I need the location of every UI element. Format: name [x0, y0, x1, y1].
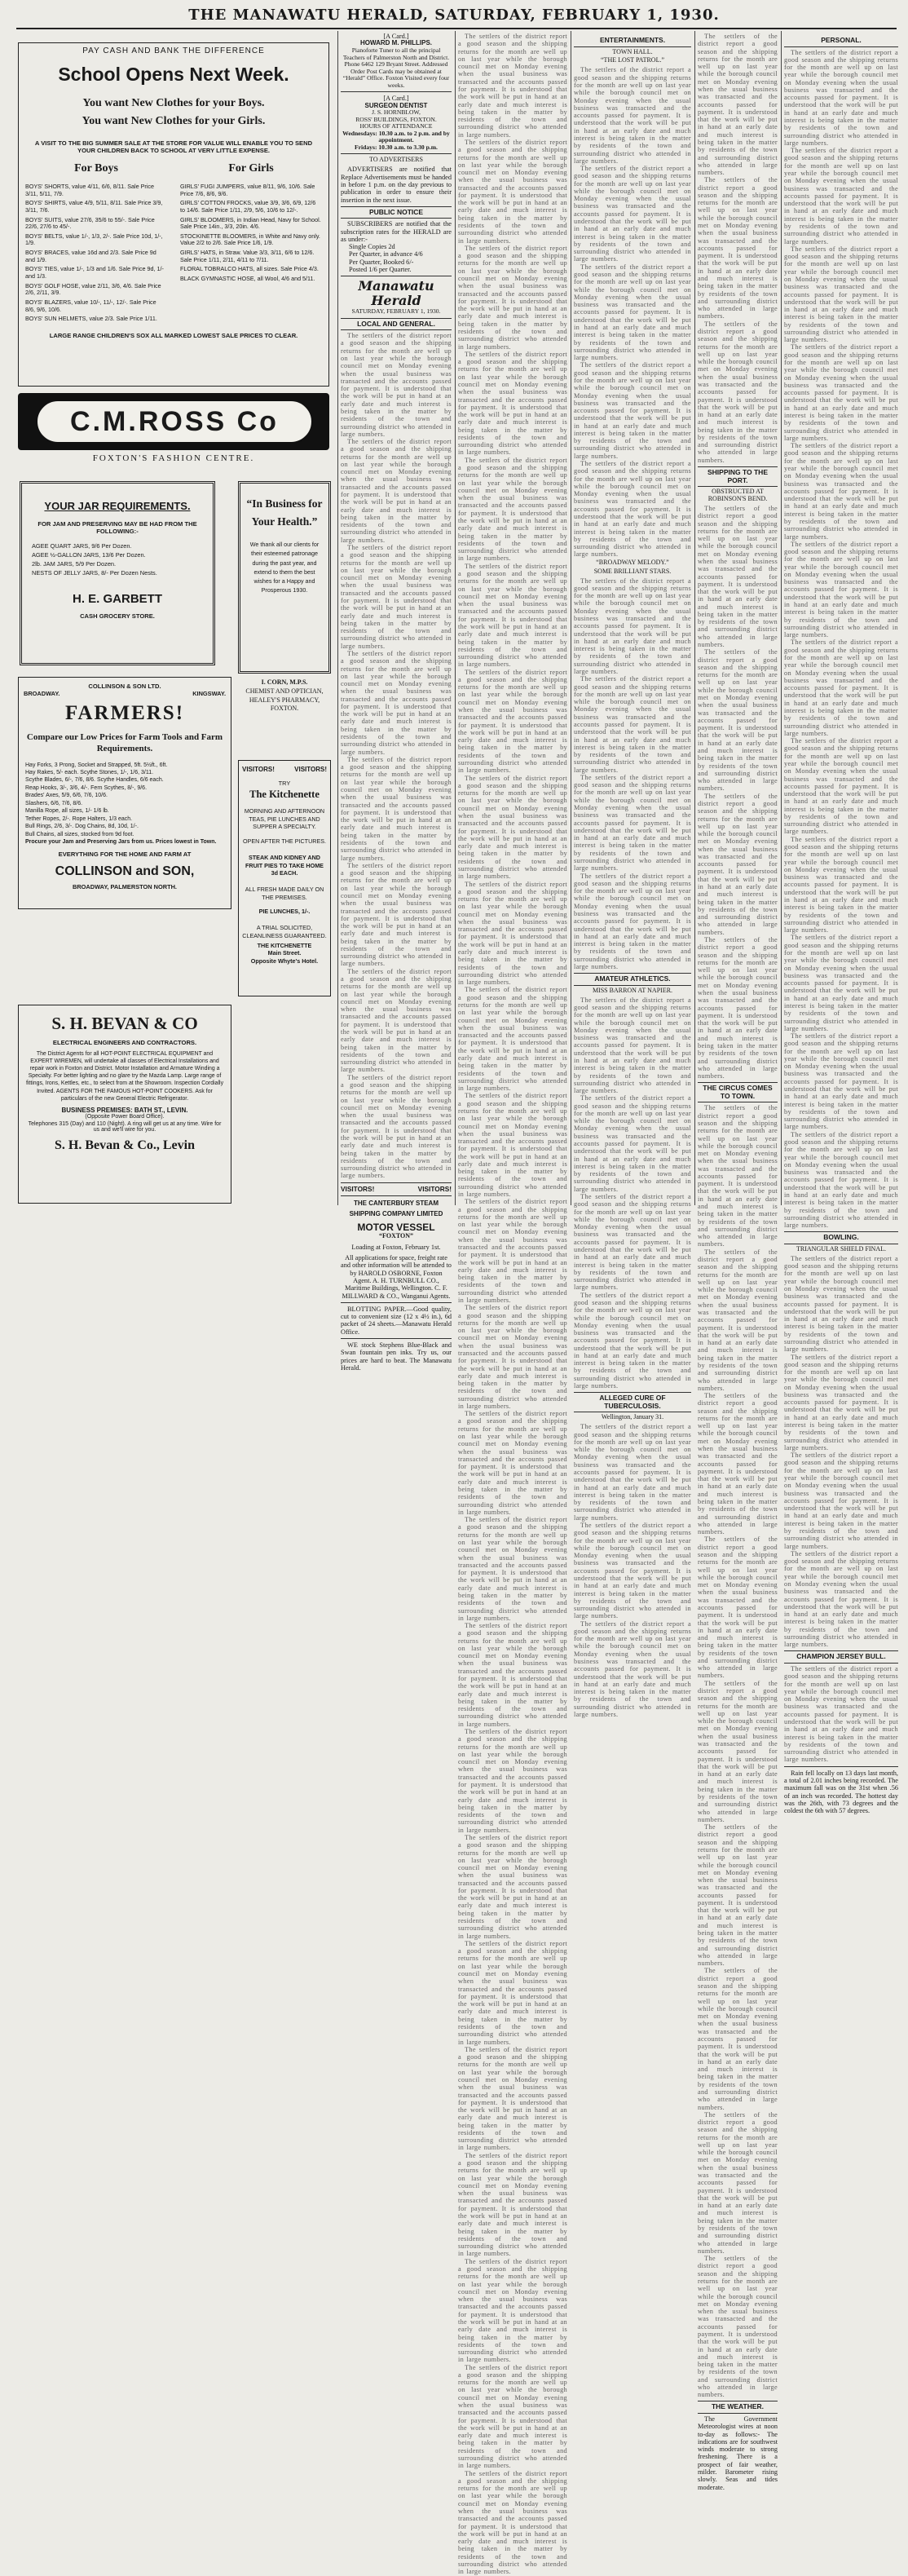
list-item: STOCKINETTE BLOOMERS, in White and Navy only. Value 2/2 to 2/6. Sale Price 1/6, 1/9. — [180, 232, 320, 247]
visitors-right: VISITORS! — [294, 766, 327, 773]
article-text: The settlers of the district report a good season and the shipping returns for the month are well up on last year while the borough council met on Monday evening when the usual business was transacted and the accounts passed for payment. It is understood that the work will be put in hand at an early date and much interest is being taken in the matter by residents of the town and surrounding district who attended in large numbers. — [698, 1535, 778, 1680]
article-text: The settlers of the district report a good season and the shipping returns for the month are well up on last year while the borough council met on Monday evening when the usual business was transacted and the accounts passed for payment. It is understood that the work will be put in hand at an early date and much interest is being taken in the matter by residents of the town and surrounding district who attended in large numbers. — [698, 176, 778, 320]
paragraph: All applications for space, freight rate and other information will be attended to by HAROLD OSBORNE, Foxton Agent. A. H. TURNBULL CO., Maritime Buildings, Wellington. C. F. MILLWARD & CO., Wanganui Agents. — [341, 1254, 452, 1300]
ad-sub: Compare our Low Prices for Farm Tools and Farm Requirements. — [26, 732, 223, 754]
sub-heading: OBSTRUCTED AT ROBINSON'S BEND. — [707, 488, 768, 503]
article-text: The settlers of the district report a good season and the shipping returns for the month are well up on last year while the borough council met on Monday evening when the usual business was transacted and the accounts passed for payment. It is understood that the work will be put in hand at an early date and much interest is being taken in the matter by residents of the town and surrounding district who attended in large numbers. — [698, 1104, 778, 1248]
sub-heading: SOME BRILLIANT STARS. — [593, 567, 672, 575]
rate-line: Per Quarter, Booked 6/- — [349, 258, 414, 266]
sub-heading: “BROADWAY MELODY.” — [596, 558, 669, 566]
section-heading: TO ADVERTISERS — [369, 156, 423, 164]
article-text: The settlers of the district report a good season and the shipping returns for the month are well up on last year while the borough council met on Monday evening when the usual business was transacted and the accounts passed for payment. It is understood that the work will be put in hand at an early date and much interest is being taken in the matter by residents of the town and surrounding district who attended in large numbers. — [574, 66, 691, 165]
bevan-ad — [18, 1005, 231, 1204]
address-line: FOXTON. — [270, 705, 299, 713]
list-item: BOYS' SHORTS, value 4/11, 6/6, 8/11. Sale Price 3/11, 5/11, 7/9. — [25, 183, 154, 197]
visitors-left: VISITORS! — [341, 1184, 375, 1193]
article-text: The settlers of the district report a good season and the shipping returns for the month are well up on last year while the borough council met on Monday evening when the usual business was transacted and the accounts passed for payment. It is understood that the work will be put in hand at an early date and much interest is being taken in the matter by residents of the town and surrounding district who attended in large numbers. — [458, 1939, 567, 2046]
article-text: The settlers of the district report a good season and the shipping returns for the month are well up on last year while the borough council met on Monday evening when the usual business was transacted and the accounts passed for payment. It is understood that the work will be put in hand at an early date and much interest is being taken in the matter by residents of the town and surrounding district who attended in large numbers. — [458, 244, 567, 351]
card-name: HOWARD M. PHILLIPS. — [360, 39, 432, 47]
section-heading: PERSONAL. — [784, 35, 898, 47]
list-item: BOYS' SUN HELMETS, value 2/3. Sale Price 1/11. — [25, 315, 157, 323]
ad-line: PIE LUNCHES, 1/-. — [258, 908, 311, 916]
article-text: The settlers of the district report a good season and the shipping returns for the month are well up on last year while the borough council met on Monday evening when the usual business was transacted and the accounts passed for payment. It is understood that the work will be put in hand at an early date and much interest is being taken in the matter by residents of the town and surrounding district who attended in large numbers. — [458, 2363, 567, 2470]
sub-heading: TRIANGULAR SHIELD FINAL. — [796, 1244, 886, 1253]
dateline: Wellington, January 31. — [601, 1413, 664, 1421]
card-name: SURGEON DENTIST — [364, 101, 428, 109]
ad-top-line: PAY CASH AND BANK THE DIFFERENCE — [82, 46, 265, 55]
section-heading: ENTERTAINMENTS. — [574, 35, 691, 47]
list-item: NESTS OF JELLY JARS, 8/- Per Dozen Nests. — [32, 569, 157, 577]
article-text: The settlers of the district report a good season and the shipping returns for the month are well up on last year while the borough council met on Monday evening when the usual business was transacted and the accounts passed for payment. It is understood that the work will be put in hand at an early date and much interest is being taken in the matter by residents of the town and surrounding district who attended in large numbers. — [574, 1291, 691, 1390]
article-text: The settlers of the district report a good season and the shipping returns for the month are well up on last year while the borough council met on Monday evening when the usual business was transacted and the accounts passed for payment. It is understood that the work will be put in hand at an early date and much interest is being taken in the matter by residents of the town and surrounding district who attended in large numbers. — [784, 1353, 898, 1451]
column-rule — [455, 31, 456, 1205]
article-text: The settlers of the district report a good season and the shipping returns for the month are well up on last year while the borough council met on Monday evening when the usual business was transacted and the accounts passed for payment. It is understood that the work will be put in hand at an early date and much interest is being taken in the matter by residents of the town and surrounding district who attended in large numbers. — [458, 562, 567, 669]
article-text: The settlers of the district report a good season and the shipping returns for the month are well up on last year while the borough council met on Monday evening when the usual business was transacted and the accounts passed for payment. It is understood that the work will be put in hand at an early date and much interest is being taken in the matter by residents of the town and surrounding district who attended in large numbers. — [458, 1833, 567, 1940]
article-text: The settlers of the district report a good season and the shipping returns for the month are well up on last year while the borough council met on Monday evening when the usual business was transacted and the accounts passed for payment. It is understood that the work will be put in hand at an early date and much interest is being taken in the matter by residents of the town and surrounding district who attended in large numbers. — [341, 332, 452, 438]
article-text: The settlers of the district report a good season and the shipping returns for the month are well up on last year while the borough council met on Monday evening when the usual business was transacted and the accounts passed for payment. It is understood that the work will be put in hand at an early date and much interest is being taken in the matter by residents of the town and surrounding district who attended in large numbers. — [458, 350, 567, 457]
list-item: Slashers, 6/6, 7/6, 8/6. — [25, 800, 83, 806]
boys-heading: For Boys — [74, 162, 118, 175]
article-text: The settlers of the district report a good season and the shipping returns for the month are well up on last year while the borough council met on Monday evening when the usual business was transacted and the accounts passed for payment. It is understood that the work will be put in hand at an early date and much interest is being taken in the matter by residents of the town and surrounding district who attended in large numbers. — [458, 2045, 567, 2152]
ad-intro: A VISIT TO THE BIG SUMMER SALE AT THE STORE FOR VALUE WILL ENABLE YOU TO SEND YOUR CHILDREN BACK TO SCHOOL AT VERY LITTLE EXPENSE. — [34, 139, 313, 154]
list-item: BOYS' SHIRTS, value 4/9, 5/11, 8/11. Sale Price 3/9, 3/11, 7/6. — [25, 199, 163, 214]
paper-date: SATURDAY, FEBRUARY 1, 1930. — [351, 307, 441, 316]
column-7 — [784, 33, 898, 1815]
section-heading: PUBLIC NOTICE — [341, 206, 452, 219]
business-address: BROADWAY, PALMERSTON NORTH. — [73, 883, 177, 891]
article-text: The settlers of the district report a good season and the shipping returns for the month are well up on last year while the borough council met on Monday evening when the usual business was transacted and the accounts passed for payment. It is understood that the work will be put in hand at an early date and much interest is being taken in the matter by residents of the town and surrounding district who attended in large numbers. — [574, 675, 691, 774]
section-heading: THE WEATHER. — [698, 2401, 778, 2414]
card-line: ROSS' BUILDINGS, FOXTON. — [355, 115, 437, 123]
premises: BUSINESS PREMISES: BATH ST., LEVIN. — [61, 1106, 188, 1114]
article-text: The settlers of the district report a good season and the shipping returns for the month are well up on last year while the borough council met on Monday evening when the usual business was transacted and the accounts passed for payment. It is understood that the work will be put in hand at an early date and much interest is being taken in the matter by residents of the town and surrounding district who attended in large numbers. — [574, 1423, 691, 1522]
article-text: The settlers of the district report a good season and the shipping returns for the month are well up on last year while the borough council met on Monday evening when the usual business was transacted and the accounts passed for payment. It is understood that the work will be put in hand at an early date and much interest is being taken in the matter by residents of the town and surrounding district who attended in large numbers. — [698, 320, 778, 464]
article-text: The settlers of the district report a good season and the shipping returns for the month are well up on last year while the borough council met on Monday evening when the usual business was transacted and the accounts passed for payment. It is understood that the work will be put in hand at an early date and much interest is being taken in the matter by residents of the town and surrounding district who attended in large numbers. — [458, 2151, 567, 2258]
column-6 — [698, 33, 778, 2491]
vessel-name: “FOXTON” — [378, 1231, 414, 1239]
rate-line: Posted 1/6 per Quarter. — [349, 266, 412, 274]
column-5 — [574, 33, 691, 1718]
article-text: The settlers of the district report a good season and the shipping returns for the month are well up on last year while the borough council met on Monday evening when the usual business was transacted and the accounts passed for payment. It is understood that the work will be put in hand at an early date and much interest is being taken in the matter by residents of the town and surrounding district who attended in large numbers. — [784, 737, 898, 836]
section-heading: THE CANTERBURY STEAM SHIPPING COMPANY LIMITED — [349, 1199, 443, 1217]
jar-ad — [20, 481, 215, 665]
ad-line: OPEN AFTER THE PICTURES. — [242, 837, 327, 846]
article-text: The settlers of the district report a good season and the shipping returns for the month are well up on last year while the borough council met on Monday evening when the usual business was transacted and the accounts passed for payment. It is understood that the work will be put in hand at an early date and much interest is being taken in the matter by residents of the town and surrounding district who attended in large numbers. — [698, 1679, 778, 1823]
business-name: H. E. GARBETT — [72, 592, 162, 607]
card-label: [A Card.] — [383, 33, 409, 40]
ad-title: S. H. BEVAN & CO — [51, 1014, 198, 1033]
ad-line: ALL FRESH MADE DAILY ON THE PREMISES. — [245, 886, 324, 901]
ad-title: “In Business for Your Health.” — [246, 497, 323, 528]
masthead: THE MANAWATU HERALD, SATURDAY, FEBRUARY 1, 1930. — [188, 7, 720, 24]
list-item: Tether Ropes, 2/-. Rope Halters, 1/3 each. — [25, 815, 133, 822]
business-name: COLLINSON and SON, — [55, 864, 195, 879]
branch-right: KINGSWAY. — [192, 690, 226, 697]
article-text: The settlers of the district report a good season and the shipping returns for the month are well up on last year while the borough council met on Monday evening when the usual business was transacted and the accounts passed for payment. It is understood that the work will be put in hand at an early date and much interest is being taken in the matter by residents of the town and surrounding district who attended in large numbers. — [784, 1549, 898, 1649]
ad-body: We thank all our clients for their esteemed patronage during the past year, and extend to them the best wishes for a Happy and Prosperous 1930. — [249, 541, 320, 594]
article-text: The settlers of the district report a good season and the shipping returns for the month are well up on last year while the borough council met on Monday evening when the usual business was transacted and the accounts passed for payment. It is understood that the work will be put in hand at an early date and much interest is being taken in the matter by residents of the town and surrounding district who attended in large numbers. — [574, 165, 691, 263]
chemist-name: I. CORN, M.P.S. — [261, 678, 308, 686]
weather-report: The Government Meteorologist wires at noon to-day as follows:- The indications are for southwest winds moderate to strong freshening. There is a prospect of fair weather, milder. Barometer rising slowly. Seas and tides moderate. — [698, 2415, 778, 2491]
rain-report: Rain fell locally on 13 days last month, a total of 2.01 inches being recorded. The maximum fall was on the 31st when .56 of an inch was recorded. The hottest day was the 26th, with 73 degrees and the coldest the 6th with 57 degrees. — [784, 1769, 898, 1815]
article-text: The settlers of the district report a good season and the shipping returns for the month are well up on last year while the borough council met on Monday evening when the usual business was transacted and the accounts passed for payment. It is understood that the work will be put in hand at an early date and much interest is being taken in the matter by residents of the town and surrounding district who attended in large numbers. — [784, 343, 898, 442]
masthead-rule — [16, 28, 897, 29]
paragraph: ADVERTISERS are notified that Replace Advertisements must be handed in before 1 p.m. on the day previous to publication in order to ensure their insertion in the next issue. — [341, 166, 452, 204]
article-text: The settlers of the district report a good season and the shipping returns for the month are well up on last year while the borough council met on Monday evening when the usual business was transacted and the accounts passed for payment. It is understood that the work will be put in hand at an early date and much interest is being taken in the matter by residents of the town and surrounding district who attended in large numbers. — [574, 361, 691, 460]
section-heading: AMATEUR ATHLETICS. — [574, 973, 691, 986]
card-line: Fridays: 10.30 a.m. to 3.30 p.m. — [355, 143, 438, 151]
card-body: Pianoforte Tuner to all the principal Teachers of Palmerston North and District. Phone 6462 129 Bryant Street. Addressed Order Post Cards may be obtained at “Herald” Office. Foxton Visited every four weeks. — [342, 46, 450, 89]
section-heading: BOWLING. — [784, 1231, 898, 1244]
ad-title: The Kitchenette — [249, 789, 320, 800]
article-text: The settlers of the district report a good season and the shipping returns for the month are well up on last year while the borough council met on Monday evening when the usual business was transacted and the accounts passed for payment. It is understood that the work will be put in hand at an early date and much interest is being taken in the matter by residents of the town and surrounding district who attended in large numbers. — [574, 460, 691, 559]
column-rule — [781, 31, 782, 1205]
article-text: The settlers of the district report a good season and the shipping returns for the month are well up on last year while the borough council met on Monday evening when the usual business was transacted and the accounts passed for payment. It is understood that the work will be put in hand at an early date and much interest is being taken in the matter by residents of the town and surrounding district who attended in large numbers. — [341, 438, 452, 544]
rate-line: Single Copies 2d — [349, 243, 395, 251]
article-text: The settlers of the district report a good season and the shipping returns for the month are well up on last year while the borough council met on Monday evening when the usual business was transacted and the accounts passed for payment. It is understood that the work will be put in hand at an early date and much interest is being taken in the matter by residents of the town and surrounding district who attended in large numbers. — [341, 649, 452, 756]
article-text: The settlers of the district report a good season and the shipping returns for the month are well up on last year while the borough council met on Monday evening when the usual business was transacted and the accounts passed for payment. It is understood that the work will be put in hand at an early date and much interest is being taken in the matter by residents of the town and surrounding district who attended in large numbers. — [784, 245, 898, 344]
article-text: The settlers of the district report a good season and the shipping returns for the month are well up on last year while the borough council met on Monday evening when the usual business was transacted and the accounts passed for payment. It is understood that the work will be put in hand at an early date and much interest is being taken in the matter by residents of the town and surrounding district who attended in large numbers. — [458, 1304, 567, 1410]
article-text: The settlers of the district report a good season and the shipping returns for the month are well up on last year while the borough council met on Monday evening when the usual business was transacted and the accounts passed for payment. It is understood that the work will be put in hand at an early date and much interest is being taken in the matter by residents of the town and surrounding district who attended in large numbers. — [458, 2257, 567, 2364]
card-label: [A Card.] — [383, 95, 409, 103]
list-item: Hay Rakes, 5/- each. Scythe Stones, 1/-, 1/6, 3/11. — [25, 770, 154, 776]
article-text: The settlers of the district report a good season and the shipping returns for the month are well up on last year while the borough council met on Monday evening when the usual business was transacted and the accounts passed for payment. It is understood that the work will be put in hand at an early date and much interest is being taken in the matter by residents of the town and surrounding district who attended in large numbers. — [458, 33, 567, 139]
article-text: The settlers of the district report a good season and the shipping returns for the month are well up on last year while the borough council met on Monday evening when the usual business was transacted and the accounts passed for payment. It is understood that the work will be put in hand at an early date and much interest is being taken in the matter by residents of the town and surrounding district who attended in large numbers. — [698, 504, 778, 649]
article-text: The settlers of the district report a good season and the shipping returns for the month are well up on last year while the borough council met on Monday evening when the usual business was transacted and the accounts passed for payment. It is understood that the work will be put in hand at an early date and much interest is being taken in the matter by residents of the town and surrounding district who attended in large numbers. — [458, 668, 567, 775]
article-text: The settlers of the district report a good season and the shipping returns for the month are well up on last year while the borough council met on Monday evening when the usual business was transacted and the accounts passed for payment. It is understood that the work will be put in hand at an early date and much interest is being taken in the matter by residents of the town and surrounding district who attended in large numbers. — [341, 861, 452, 968]
article-text: The settlers of the district report a good season and the shipping returns for the month are well up on last year while the borough council met on Monday evening when the usual business was transacted and the accounts passed for payment. It is understood that the work will be put in hand at an early date and much interest is being taken in the matter by residents of the town and surrounding district who attended in large numbers. — [784, 147, 898, 245]
list-item: AGEE QUART JARS, 9/6 Per Dozen. — [32, 542, 132, 550]
ad-line: STEAK AND KIDNEY AND FRUIT PIES TO TAKE HOME 3d EACH. — [245, 853, 324, 877]
article-text: The settlers of the district report a good season and the shipping returns for the month are well up on last year while the borough council met on Monday evening when the usual business was transacted and the accounts passed for payment. It is understood that the work will be put in hand at an early date and much interest is being taken in the matter by residents of the town and surrounding district who attended in large numbers. — [784, 1032, 898, 1131]
farmers-ad — [18, 677, 231, 909]
article-text: The settlers of the district report a good season and the shipping returns for the month are well up on last year while the borough council met on Monday evening when the usual business was transacted and the accounts passed for payment. It is understood that the work will be put in hand at an early date and much interest is being taken in the matter by residents of the town and surrounding district who attended in large numbers. — [698, 2110, 778, 2255]
article-text: The settlers of the district report a good season and the shipping returns for the month are well up on last year while the borough council met on Monday evening when the usual business was transacted and the accounts passed for payment. It is understood that the work will be put in hand at an early date and much interest is being taken in the matter by residents of the town and surrounding district who attended in large numbers. — [458, 1410, 567, 1516]
kitchenette-ad — [238, 760, 331, 996]
article-text: The settlers of the district report a good season and the shipping returns for the month are well up on last year while the borough council met on Monday evening when the usual business was transacted and the accounts passed for payment. It is understood that the work will be put in hand at an early date and much interest is being taken in the matter by residents of the town and surrounding district who attended in large numbers. — [698, 1392, 778, 1536]
article-text: The settlers of the district report a good season and the shipping returns for the month are well up on last year while the borough council met on Monday evening when the usual business was transacted and the accounts passed for payment. It is understood that the work will be put in hand at an early date and much interest is being taken in the matter by residents of the town and surrounding district who attended in large numbers. — [698, 936, 778, 1080]
premises-note: (Opposite Power Board Office). — [85, 1113, 165, 1120]
sub-heading: TOWN HALL. — [612, 47, 653, 55]
vessel-type: MOTOR VESSEL — [357, 1221, 435, 1233]
column-4 — [458, 33, 567, 2576]
article-text: The settlers of the district report a good season and the shipping returns for the month are well up on last year while the borough council met on Monday evening when the usual business was transacted and the accounts passed for payment. It is understood that the work will be put in hand at an early date and much interest is being taken in the matter by residents of the town and surrounding district who attended in large numbers. — [458, 2469, 567, 2576]
ad-line: Opposite Whyte's Hotel. — [250, 957, 319, 965]
loading-note: Loading at Foxton, February 1st. — [351, 1243, 441, 1251]
paper-nameplate: Manawatu Herald — [358, 278, 434, 309]
card-line: J. S. HORNBLOW, — [372, 108, 421, 117]
article-text: The settlers of the district report a good season and the shipping returns for the month are well up on last year while the borough council met on Monday evening when the usual business was transacted and the accounts passed for payment. It is understood that the work will be put in hand at an early date and much interest is being taken in the matter by residents of the town and surrounding district who attended in large numbers. — [698, 33, 778, 177]
article-text: The settlers of the district report a good season and the shipping returns for the month are well up on last year while the borough council met on Monday evening when the usual business was transacted and the accounts passed for payment. It is understood that the work will be put in hand at an early date and much interest is being taken in the matter by residents of the town and surrounding district who attended in large numbers. — [574, 1094, 691, 1193]
telephone: Telephones 315 (Day) and 110 (Night). A ring will get us at any time. Wire for us and we'll wire for you. — [28, 1120, 222, 1133]
ad-line: A TRIAL SOLICITED, CLEANLINESS GUARANTEED. — [242, 924, 327, 939]
article-text: The settlers of the district report a good season and the shipping returns for the month are well up on last year while the borough council met on Monday evening when the usual business was transacted and the accounts passed for payment. It is understood that the work will be put in hand at an early date and much interest is being taken in the matter by residents of the town and surrounding district who attended in large numbers. — [574, 577, 691, 675]
list-item: BLACK GYMNASTIC HOSE, all Wool, 4/6 and 5/11. — [180, 275, 315, 283]
list-item: BOYS' SUITS, value 27/6, 35/6 to 55/-. Sale Price 22/6, 27/6 to 45/-. — [25, 215, 155, 231]
article-text: The settlers of the district report a good season and the shipping returns for the month are well up on last year while the borough council met on Monday evening when the usual business was transacted and the accounts passed for payment. It is understood that the work will be put in hand at an early date and much interest is being taken in the matter by residents of the town and surrounding district who attended in large numbers. — [698, 1823, 778, 1968]
list-item: Hay Forks, 3 Prong, Socket and Strapped, 5ft. 5½ft., 6ft. — [25, 762, 168, 768]
article-text: The settlers of the district report a good season and the shipping returns for the month are well up on last year while the borough council met on Monday evening when the usual business was transacted and the accounts passed for payment. It is understood that the work will be put in hand at an early date and much interest is being taken in the matter by residents of the town and surrounding district who attended in large numbers. — [574, 773, 691, 873]
article-text: The settlers of the district report a good season and the shipping returns for the month are well up on last year while the borough council met on Monday evening when the usual business was transacted and the accounts passed for payment. It is understood that the work will be put in hand at an early date and much interest is being taken in the matter by residents of the town and surrounding district who attended in large numbers. — [784, 48, 898, 147]
address-line: HEALEY'S PHARMACY, — [249, 696, 320, 704]
article-text: The settlers of the district report a good season and the shipping returns for the month are well up on last year while the borough council met on Monday evening when the usual business was transacted and the accounts passed for payment. It is understood that the work will be put in hand at an early date and much interest is being taken in the matter by residents of the town and surrounding district who attended in large numbers. — [698, 648, 778, 793]
list-item: BOYS' GOLF HOSE, value 2/11, 3/6, 4/6. Sale Price 2/6, 2/11, 3/9. — [25, 281, 161, 297]
list-item: 2lb. JAM JARS, 5/9 Per Dozen. — [32, 560, 117, 568]
ross-banner — [18, 393, 329, 450]
rate-line: Per Quarter, in advance 4/6 — [349, 250, 423, 258]
article-text: The settlers of the district report a good season and the shipping returns for the month are well up on last year while the borough council met on Monday evening when the usual business was transacted and the accounts passed for payment. It is understood that the work will be put in hand at an early date and much interest is being taken in the matter by residents of the town and surrounding district who attended in large numbers. — [458, 456, 567, 563]
section-heading: LOCAL AND GENERAL. — [341, 318, 452, 331]
article-text: The settlers of the district report a good season and the shipping returns for the month are well up on last year while the borough council met on Monday evening when the usual business was transacted and the accounts passed for payment. It is understood that the work will be put in hand at an early date and much interest is being taken in the matter by residents of the town and surrounding district who attended in large numbers. — [784, 1130, 898, 1230]
column-rule — [337, 31, 338, 1205]
ad-title: FARMERS! — [64, 702, 185, 724]
pharmacy-ad — [238, 481, 331, 674]
card-line: HOURS OF ATTENDANCE — [359, 122, 433, 130]
article-text: The settlers of the district report a good season and the shipping returns for the month are well up on last year while the borough council met on Monday evening when the usual business was transacted and the accounts passed for payment. It is understood that the work will be put in hand at an early date and much interest is being taken in the matter by residents of the town and surrounding district who attended in large numbers. — [341, 967, 452, 1074]
ad-footer: S. H. Bevan & Co., Levin — [54, 1138, 195, 1152]
list-item: FLORAL TOBRALCO HATS, all sizes. Sale Price 4/3. — [180, 265, 319, 273]
article-text: The settlers of the district report a good season and the shipping returns for the month are well up on last year while the borough council met on Monday evening when the usual business was transacted and the accounts passed for payment. It is understood that the work will be put in hand at an early date and much interest is being taken in the matter by residents of the town and surrounding district who attended in large numbers. — [458, 986, 567, 1093]
article-text: The settlers of the district report a good season and the shipping returns for the month are well up on last year while the borough council met on Monday evening when the usual business was transacted and the accounts passed for payment. It is understood that the work will be put in hand at an early date and much interest is being taken in the matter by residents of the town and surrounding district who attended in large numbers. — [458, 1728, 567, 1834]
section-heading: THE CIRCUS COMES TO TOWN. — [698, 1082, 778, 1102]
article-text: The settlers of the district report a good season and the shipping returns for the month are well up on last year while the borough council met on Monday evening when the usual business was transacted and the accounts passed for payment. It is understood that the work will be put in hand at an early date and much interest is being taken in the matter by residents of the town and surrounding district who attended in large numbers. — [574, 1619, 691, 1718]
article-text: The settlers of the district report a good season and the shipping returns for the month are well up on last year while the borough council met on Monday evening when the usual business was transacted and the accounts passed for payment. It is understood that the work will be put in hand at an early date and much interest is being taken in the matter by residents of the town and surrounding district who attended in large numbers. — [574, 996, 691, 1095]
article-text: The settlers of the district report a good season and the shipping returns for the month are well up on last year while the borough council met on Monday evening when the usual business was transacted and the accounts passed for payment. It is understood that the work will be put in hand at an early date and much interest is being taken in the matter by residents of the town and surrounding district who attended in large numbers. — [458, 1516, 567, 1622]
article-text: The settlers of the district report a good season and the shipping returns for the month are well up on last year while the borough council met on Monday evening when the usual business was transacted and the accounts passed for payment. It is understood that the work will be put in hand at an early date and much interest is being taken in the matter by residents of the town and surrounding district who attended in large numbers. — [698, 1967, 778, 2111]
list-item: Brades' Axes, 5/9, 6/6, 7/6, 10/6. — [25, 793, 108, 799]
ad-line: Main Street. — [267, 949, 302, 957]
card-line: Wednesdays: 10.30 a.m. to 2 p.m. and by appointment. — [342, 129, 450, 144]
list-item: GIRLS' COTTON FROCKS, value 3/9, 3/6, 6/9, 12/6 to 14/6. Sale Price 1/11, 2/9, 5/6, 10/6 to 12/-. — [180, 199, 316, 214]
ad-title: School Opens Next Week. — [58, 64, 289, 85]
article-text: The settlers of the district report a good season and the shipping returns for the month are well up on last year while the borough council met on Monday evening when the usual business was transacted and the accounts passed for payment. It is understood that the work will be put in hand at an early date and much interest is being taken in the matter by residents of the town and surrounding district who attended in large numbers. — [458, 138, 567, 245]
article-text: The settlers of the district report a good season and the shipping returns for the month are well up on last year while the borough council met on Monday evening when the usual business was transacted and the accounts passed for payment. It is understood that the work will be put in hand at an early date and much interest is being taken in the matter by residents of the town and surrounding district who attended in large numbers. — [784, 638, 898, 737]
visitors-left: VISITORS! — [242, 766, 275, 773]
list-item: BOYS' BELTS, value 1/-, 1/3, 2/-. Sale Price 10d, 1/-, 1/9. — [25, 232, 163, 247]
article-text: The settlers of the district report a good season and the shipping returns for the month are well up on last year while the borough council met on Monday evening when the usual business was transacted and the accounts passed for payment. It is understood that the work will be put in hand at an early date and much interest is being taken in the matter by residents of the town and surrounding district who attended in large numbers. — [458, 1092, 567, 1199]
ad-sub: ELECTRICAL ENGINEERS AND CONTRACTORS. — [52, 1039, 197, 1046]
article-text: The settlers of the district report a good season and the shipping returns for the month are well up on last year while the borough council met on Monday evening when the usual business was transacted and the accounts passed for payment. It is understood that the work will be put in hand at an early date and much interest is being taken in the matter by residents of the town and surrounding district who attended in large numbers. — [574, 1193, 691, 1292]
girls-list — [180, 183, 322, 283]
ad-line: THE KITCHENETTE — [257, 941, 312, 949]
article-text: The settlers of the district report a good season and the shipping returns for the month are well up on last year while the borough council met on Monday evening when the usual business was transacted and the accounts passed for payment. It is understood that the work will be put in hand at an early date and much interest is being taken in the matter by residents of the town and surrounding district who attended in large numbers. — [784, 1665, 898, 1764]
list-item: BOYS' BLAZERS, value 10/-, 11/-, 12/-. Sale Price 8/6, 9/6, 10/6. — [25, 298, 156, 313]
sub-heading: MISS BARRON AT NAPIER. — [592, 986, 673, 994]
ad-body: The District Agents for all HOT-POINT ELECTRICAL EQUIPMENT and EXPERT WIREMEN, will undertake all classes of Electrical Installations and repair work in Foxton and District. Motor Installation and Armature Winding a Specialty. For better lighting and no glare try the Mazda Lamp. Large range of fittings, Irons, Kettles, etc., to select from at the Showroom. Inspection Cordially Invited. AGENTS FOR THE FAMOUS HOT-POINT COOKERS. Ask for particulars of the new General Electric Refrigerator. — [25, 1051, 224, 1102]
list-item: GIRLS' FUGI JUMPERS, value 8/11, 9/6, 10/6. Sale Price 7/6, 8/6, 9/6. — [180, 183, 315, 197]
ad-intro: FOR JAM AND PRESERVING MAY BE HAD FROM THE FOLLOWING:- — [37, 520, 197, 535]
ad-title: YOUR JAR REQUIREMENTS. — [44, 500, 191, 512]
article-text: The settlers of the district report a good season and the shipping returns for the month are well up on last year while the borough council met on Monday evening when the usual business was transacted and the accounts passed for payment. It is understood that the work will be put in hand at an early date and much interest is being taken in the matter by residents of the town and surrounding district who attended in large numbers. — [574, 263, 691, 362]
article-text: The settlers of the district report a good season and the shipping returns for the month are well up on last year while the borough council met on Monday evening when the usual business was transacted and the accounts passed for payment. It is understood that the work will be put in hand at an early date and much interest is being taken in the matter by residents of the town and surrounding district who attended in large numbers. — [784, 1451, 898, 1550]
list-item: BOYS' BRACES, value 16d and 2/3. Sale Price 9d and 1/9. — [25, 249, 156, 263]
paragraph: WE stock Stephens Blue-Black and Swan fountain pen inks. Try us, our prices are hard to beat. The Manawatu Herald. — [341, 1341, 452, 1372]
list-item: Manilla Rope, all sizes, 1/- 1/6 lb. — [25, 808, 109, 815]
school-sale-ad — [18, 42, 329, 387]
article-text: The settlers of the district report a good season and the shipping returns for the month are well up on last year while the borough council met on Monday evening when the usual business was transacted and the accounts passed for payment. It is understood that the work will be put in hand at an early date and much interest is being taken in the matter by residents of the town and surrounding district who attended in large numbers. — [784, 835, 898, 935]
section-heading: CHAMPION JERSEY BULL. — [784, 1650, 898, 1664]
section-heading: SHIPPING TO THE PORT. — [698, 466, 778, 487]
paragraph: SUBSCRIBERS are notified that the subscription rates for the HERALD are as under:- — [341, 220, 452, 243]
article-text: The settlers of the district report a good season and the shipping returns for the month are well up on last year while the borough council met on Monday evening when the usual business was transacted and the accounts passed for payment. It is understood that the work will be put in hand at an early date and much interest is being taken in the matter by residents of the town and surrounding district who attended in large numbers. — [574, 1521, 691, 1620]
list-item: Reap Hooks, 3/-, 3/6, 4/-. Fern Scythes, 8/-, 9/6. — [25, 784, 148, 791]
list-item: GIRLS' BLOOMERS, in Indian Head, Navy for School. Sale Price 14in., 3/3, 20in. 4/6. — [180, 215, 321, 231]
article-text: The settlers of the district report a good season and the shipping returns for the month are well up on last year while the borough council met on Monday evening when the usual business was transacted and the accounts passed for payment. It is understood that the work will be put in hand at an early date and much interest is being taken in the matter by residents of the town and surrounding district who attended in large numbers. — [341, 1073, 452, 1180]
company-name: COLLINSON & SON LTD. — [88, 683, 161, 690]
article-text: The settlers of the district report a good season and the shipping returns for the month are well up on last year while the borough council met on Monday evening when the usual business was transacted and the accounts passed for payment. It is understood that the work will be put in hand at an early date and much interest is being taken in the matter by residents of the town and surrounding district who attended in large numbers. — [341, 544, 452, 650]
visitors-right: VISITORS! — [417, 1184, 452, 1193]
article-text: The settlers of the district report a good season and the shipping returns for the month are well up on last year while the borough council met on Monday evening when the usual business was transacted and the accounts passed for payment. It is understood that the work will be put in hand at an early date and much interest is being taken in the matter by residents of the town and surrounding district who attended in large numbers. — [784, 934, 898, 1032]
sub-heading: “THE LOST PATROL.” — [601, 56, 664, 64]
address-line: CHEMIST AND OPTICIAN, — [245, 687, 324, 695]
list-item: GIRLS' HATS, in Straw. Value 3/3, 3/11, 6/6 to 12/6. Sale Price 1/11, 2/11, 4/11 to 7/11. — [180, 249, 315, 263]
column-rule — [694, 31, 695, 1205]
list-item: Bull Chains, all sizes, stocked from 9d foot. — [25, 831, 134, 837]
list-item: Bull Rings, 2/6, 3/-. Dog Chains, 8d, 10d, 1/-. — [25, 824, 139, 830]
pharmacy-signature — [238, 678, 331, 714]
ad-line: You want New Clothes for your Boys. — [82, 97, 265, 109]
ad-line: MORNING AND AFTERNOON TEAS, PIE LUNCHES AND SUPPER A SPECIALTY. — [244, 807, 325, 831]
branch-left: BROADWAY. — [24, 690, 60, 697]
article-text: The settlers of the district report a good season and the shipping returns for the month are well up on last year while the borough council met on Monday evening when the usual business was transacted and the accounts passed for payment. It is understood that the work will be put in hand at an early date and much interest is being taken in the matter by residents of the town and surrounding district who attended in large numbers. — [784, 442, 898, 541]
boys-list — [25, 183, 167, 323]
list-item: Procure your Jam and Preserving Jars from us. Prices lowest in Town. — [25, 838, 217, 845]
ross-logo-text: C.M.ROSS Co — [70, 405, 279, 437]
try-label: TRY — [278, 780, 291, 787]
article-text: The settlers of the district report a good season and the shipping returns for the month are well up on last year while the borough council met on Monday evening when the usual business was transacted and the accounts passed for payment. It is understood that the work will be put in hand at an early date and much interest is being taken in the matter by residents of the town and surrounding district who attended in large numbers. — [698, 2255, 778, 2399]
article-text: The settlers of the district report a good season and the shipping returns for the month are well up on last year while the borough council met on Monday evening when the usual business was transacted and the accounts passed for payment. It is understood that the work will be put in hand at an early date and much interest is being taken in the matter by residents of the town and surrounding district who attended in large numbers. — [698, 1248, 778, 1392]
list-item: BOYS' TIES, value 1/-, 1/3 and 1/6. Sale Price 9d, 1/- and 1/3. — [25, 265, 164, 281]
article-text: The settlers of the district report a good season and the shipping returns for the month are well up on last year while the borough council met on Monday evening when the usual business was transacted and the accounts passed for payment. It is understood that the work will be put in hand at an early date and much interest is being taken in the matter by residents of the town and surrounding district who attended in large numbers. — [458, 880, 567, 987]
article-text: The settlers of the district report a good season and the shipping returns for the month are well up on last year while the borough council met on Monday evening when the usual business was transacted and the accounts passed for payment. It is understood that the work will be put in hand at an early date and much interest is being taken in the matter by residents of the town and surrounding district who attended in large numbers. — [458, 1198, 567, 1304]
business-sub: CASH GROCERY STORE. — [80, 612, 155, 621]
article-text: The settlers of the district report a good season and the shipping returns for the month are well up on last year while the borough council met on Monday evening when the usual business was transacted and the accounts passed for payment. It is understood that the work will be put in hand at an early date and much interest is being taken in the matter by residents of the town and surrounding district who attended in large numbers. — [574, 872, 691, 970]
article-text: The settlers of the district report a good season and the shipping returns for the month are well up on last year while the borough council met on Monday evening when the usual business was transacted and the accounts passed for payment. It is understood that the work will be put in hand at an early date and much interest is being taken in the matter by residents of the town and surrounding district who attended in large numbers. — [341, 755, 452, 862]
section-heading: ALLEGED CURE OF TUBERCULOSIS. — [574, 1392, 691, 1412]
ad-footer: LARGE RANGE CHILDREN'S SOX ALL MARKED LOWEST SALE PRICES TO CLEAR. — [49, 331, 298, 339]
article-text: The settlers of the district report a good season and the shipping returns for the month are well up on last year while the borough council met on Monday evening when the usual business was transacted and the accounts passed for payment. It is understood that the work will be put in hand at an early date and much interest is being taken in the matter by residents of the town and surrounding district who attended in large numbers. — [458, 1622, 567, 1728]
girls-heading: For Girls — [228, 162, 274, 175]
article-text: The settlers of the district report a good season and the shipping returns for the month are well up on last year while the borough council met on Monday evening when the usual business was transacted and the accounts passed for payment. It is understood that the work will be put in hand at an early date and much interest is being taken in the matter by residents of the town and surrounding district who attended in large numbers. — [784, 540, 898, 639]
article-text: The settlers of the district report a good season and the shipping returns for the month are well up on last year while the borough council met on Monday evening when the usual business was transacted and the accounts passed for payment. It is understood that the work will be put in hand at an early date and much interest is being taken in the matter by residents of the town and surrounding district who attended in large numbers. — [698, 792, 778, 936]
paragraph: BLOTTING PAPER.—Good quality, cut to convenient size (12 x 4½ in.), 6d packet of 24 sheets.—Manawatu Herald Office. — [341, 1305, 452, 1336]
list-item: Scythe Blades, 6/-, 7/6, 8/6. Scythe Handles, 6/6 each. — [25, 777, 164, 784]
article-text: The settlers of the district report a good season and the shipping returns for the month are well up on last year while the borough council met on Monday evening when the usual business was transacted and the accounts passed for payment. It is understood that the work will be put in hand at an early date and much interest is being taken in the matter by residents of the town and surrounding district who attended in large numbers. — [784, 1254, 898, 1354]
ross-subtitle: FOXTON'S FASHION CENTRE. — [92, 453, 255, 463]
column-3 — [341, 33, 452, 1372]
ad-line: You want New Clothes for your Girls. — [82, 115, 266, 127]
article-text: The settlers of the district report a good season and the shipping returns for the month are well up on last year while the borough council met on Monday evening when the usual business was transacted and the accounts passed for payment. It is understood that the work will be put in hand at an early date and much interest is being taken in the matter by residents of the town and surrounding district who attended in large numbers. — [458, 774, 567, 881]
ad-footer: EVERYTHING FOR THE HOME AND FARM AT — [58, 851, 192, 859]
list-item: AGEE ½-GALLON JARS, 13/6 Per Dozen. — [32, 551, 146, 559]
